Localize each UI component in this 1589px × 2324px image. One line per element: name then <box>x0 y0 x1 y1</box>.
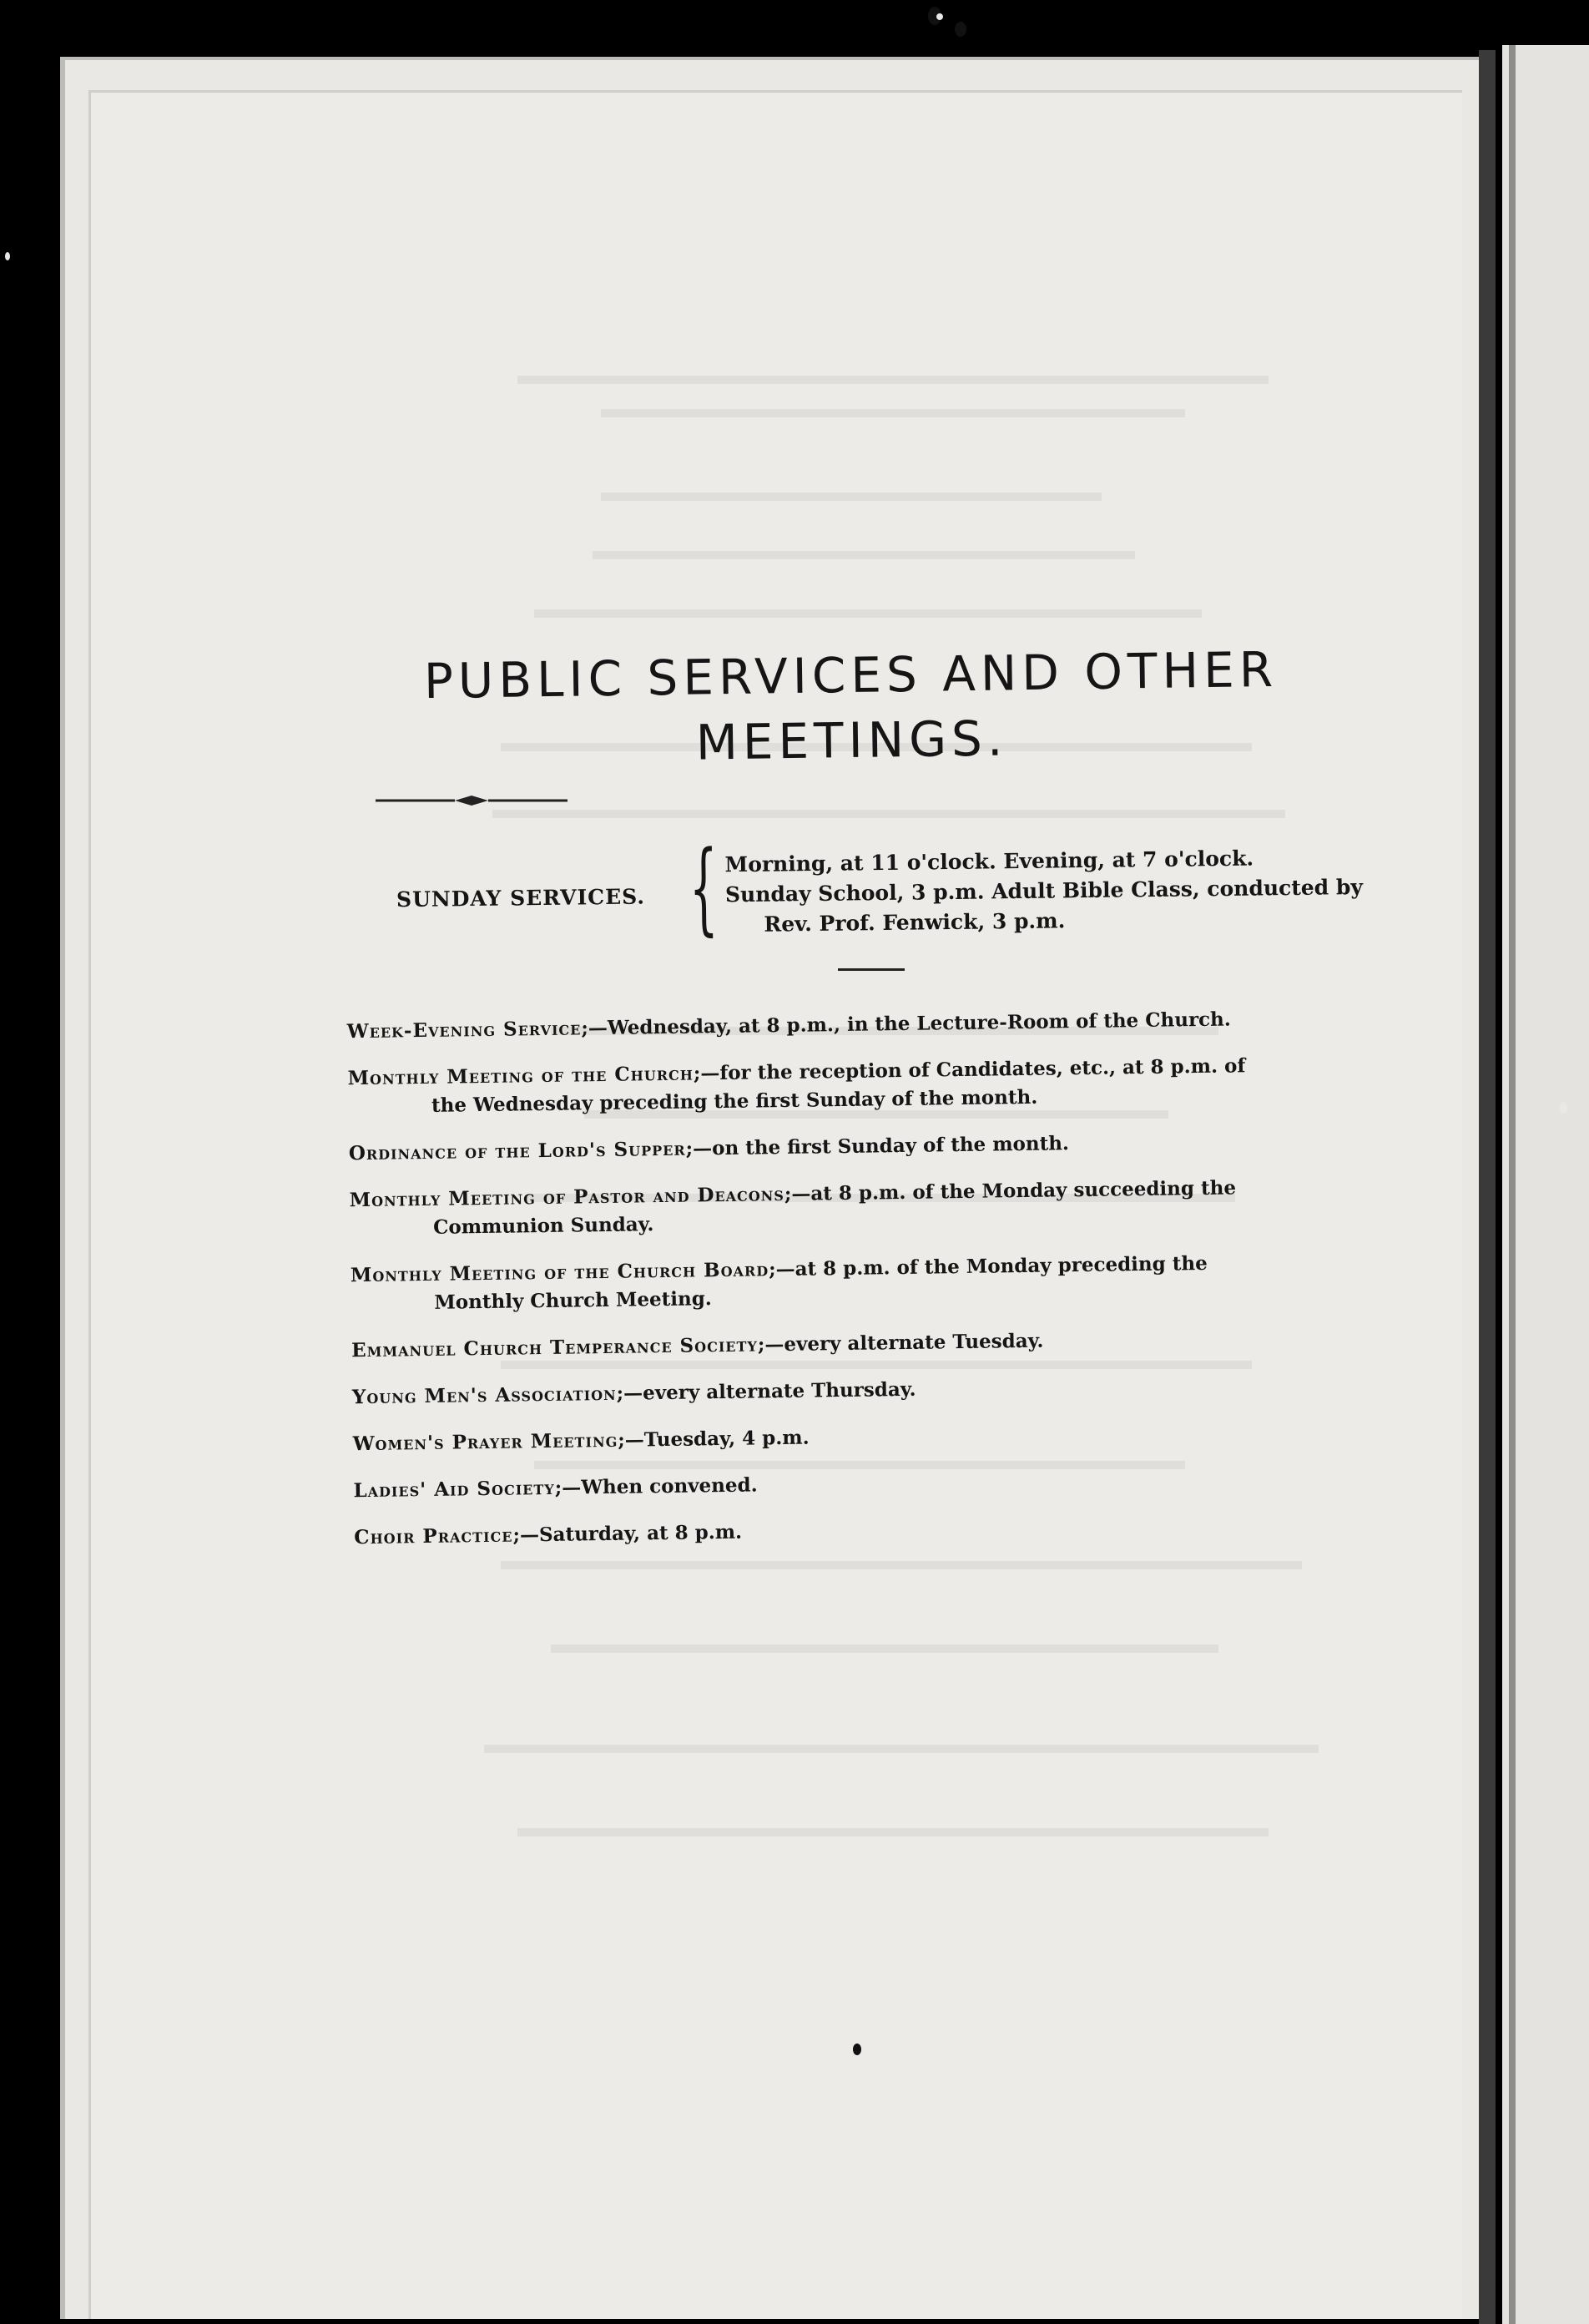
dust-speck <box>853 2044 861 2055</box>
meeting-entry <box>347 1004 1332 1046</box>
divider-rule <box>838 968 905 971</box>
sunday-services-times <box>724 842 1363 940</box>
meeting-entry <box>351 1248 1336 1318</box>
meeting-name: Week-Evening Service <box>346 1017 582 1043</box>
meeting-entry <box>354 1510 1339 1552</box>
meeting-detail: ;—at 8 p.m. of the Monday succeeding the <box>784 1176 1237 1205</box>
meeting-name: Ladies' Aid Society <box>353 1476 555 1503</box>
facing-page-spine <box>1509 45 1516 2324</box>
title-line-1: PUBLIC SERVICES AND OTHER <box>423 640 1279 710</box>
meeting-detail: ;—for the reception of Candidates, etc., at 8 p.m. of <box>693 1054 1246 1085</box>
title-line-2: MEETINGS. <box>695 710 1008 771</box>
meeting-entry <box>353 1463 1338 1505</box>
meeting-detail-continued: Communion Sunday. <box>432 1213 654 1239</box>
sunday-line-2: Sunday School, 3 p.m. Adult Bible Class, conducted by <box>724 874 1364 907</box>
meeting-name: Monthly Meeting of Pastor and Deacons <box>349 1182 785 1212</box>
meeting-name: Ordinance of the Lord's Supper <box>348 1137 686 1165</box>
page-content <box>346 640 1369 1564</box>
brace-glyph: { <box>689 830 719 947</box>
meeting-detail-continued: the Wednesday preceding the first Sunday of the month. <box>431 1085 1038 1117</box>
dust-speck <box>955 22 966 37</box>
page-edge-shadow <box>1479 50 1496 2324</box>
dust-speck <box>5 252 10 260</box>
meeting-detail: ;—Wednesday, at 8 p.m., in the Lecture-Room of the Church. <box>581 1008 1231 1040</box>
meeting-name: Monthly Meeting of the Church <box>347 1062 694 1090</box>
sunday-services-label: SUNDAY SERVICES. <box>396 883 646 912</box>
meeting-detail: ;—every alternate Tuesday. <box>757 1329 1044 1357</box>
meeting-name: Women's Prayer Meeting <box>352 1428 618 1456</box>
meeting-entry <box>349 1126 1334 1168</box>
meeting-entry <box>352 1370 1337 1412</box>
meeting-name: Monthly Meeting of the Church Board <box>350 1258 769 1287</box>
sunday-line-1: Morning, at 11 o'clock. Evening, at 7 o'clock. <box>724 846 1254 877</box>
page-title <box>333 635 1370 780</box>
meeting-entry <box>351 1323 1336 1365</box>
sunday-line-3: Rev. Prof. Fenwick, 3 p.m. <box>764 908 1066 937</box>
meeting-detail-continued: Monthly Church Meeting. <box>434 1287 713 1314</box>
sunday-services <box>396 830 1369 949</box>
meeting-detail: ;—at 8 p.m. of the Monday preceding the <box>768 1251 1208 1281</box>
meeting-name: Choir Practice <box>354 1523 513 1549</box>
dust-speck <box>1559 1102 1567 1114</box>
meeting-name: Emmanuel Church Temperance Society <box>351 1333 759 1362</box>
meetings-list <box>347 1004 1339 1552</box>
meeting-detail: ;—on the first Sunday of the month. <box>685 1132 1070 1160</box>
ornament-rule <box>376 795 568 806</box>
meeting-detail: ;—Saturday, at 8 p.m. <box>512 1520 743 1547</box>
meeting-entry <box>352 1417 1337 1458</box>
meeting-detail: ;—every alternate Thursday. <box>616 1377 916 1405</box>
meeting-entry <box>347 1051 1333 1121</box>
meeting-name: Young Men's Association <box>351 1382 617 1409</box>
meeting-detail: ;—When convened. <box>554 1473 758 1499</box>
meeting-entry <box>349 1173 1334 1243</box>
dust-speck <box>936 13 943 20</box>
meeting-detail: ;—Tuesday, 4 p.m. <box>618 1426 810 1452</box>
